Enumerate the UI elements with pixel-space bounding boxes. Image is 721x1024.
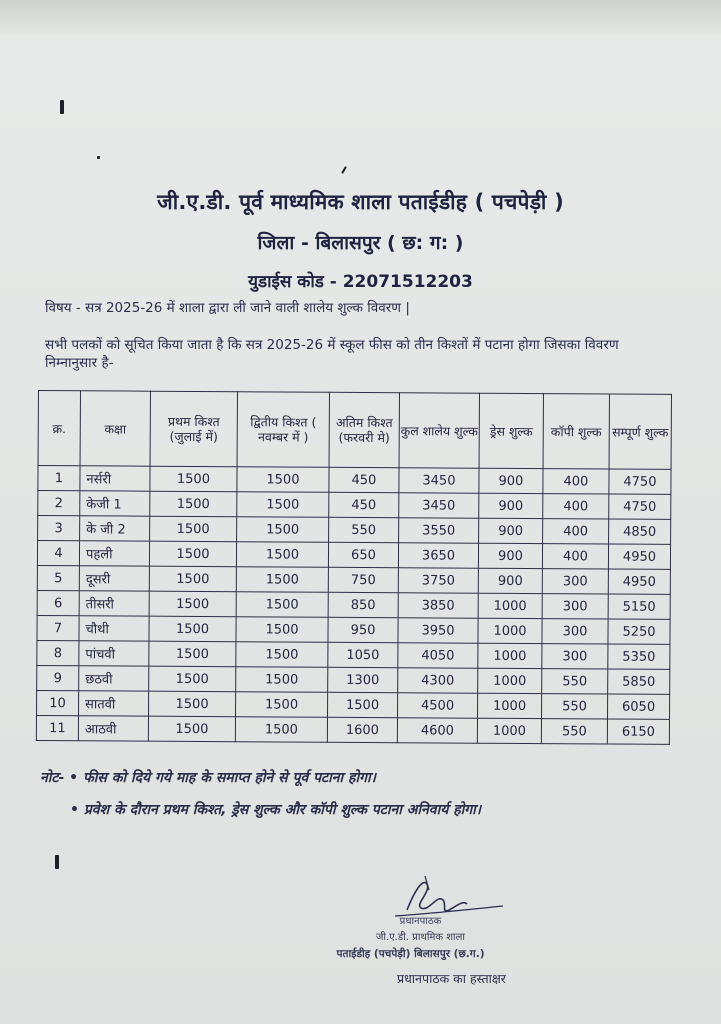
header-first-installment: प्रथम किश्त (जुलाई में) xyxy=(150,391,237,467)
cell-last-installment: 650 xyxy=(328,542,398,567)
cell-total-school-fee: 3550 xyxy=(399,518,479,543)
table-row xyxy=(38,516,671,545)
cell-second-installment: 1500 xyxy=(237,467,329,493)
cell-second-installment: 1500 xyxy=(237,517,329,543)
cell-serial: 7 xyxy=(37,615,79,640)
cell-dress-fee: 1000 xyxy=(477,718,541,743)
cell-second-installment: 1500 xyxy=(236,592,328,618)
note-line-2: • प्रवेश के दौरान प्रथम किश्त, ड्रेस शुल्क और कॉपी शुल्क पटाना अनिवार्य होगा। xyxy=(70,802,482,818)
cell-last-installment: 450 xyxy=(329,492,399,517)
fee-table xyxy=(36,390,672,745)
cell-last-installment: 1050 xyxy=(328,642,398,667)
cell-second-installment: 1500 xyxy=(236,542,328,568)
cell-serial: 8 xyxy=(37,640,79,665)
cell-dress-fee: 900 xyxy=(479,518,543,543)
cell-grand-total: 4950 xyxy=(608,544,670,569)
cell-grand-total: 4950 xyxy=(608,569,670,594)
table-row xyxy=(37,615,670,644)
cell-first-installment: 1500 xyxy=(149,691,236,717)
table-row xyxy=(37,541,670,570)
cell-class: पांचवी xyxy=(79,641,149,666)
cell-first-installment: 1500 xyxy=(149,541,236,567)
cell-second-installment: 1500 xyxy=(236,667,328,693)
cell-second-installment: 1500 xyxy=(237,492,329,518)
ink-speck xyxy=(341,166,347,174)
cell-last-installment: 450 xyxy=(329,467,399,492)
table-row xyxy=(37,590,670,619)
cell-total-school-fee: 3650 xyxy=(398,543,478,568)
cell-total-school-fee: 4600 xyxy=(397,718,477,743)
cell-serial: 4 xyxy=(37,541,79,566)
cell-total-school-fee: 4500 xyxy=(398,693,478,718)
cell-serial: 1 xyxy=(38,466,80,491)
cell-last-installment: 950 xyxy=(328,617,398,642)
cell-total-school-fee: 3750 xyxy=(398,568,478,593)
cell-first-installment: 1500 xyxy=(148,716,235,742)
cell-copy-fee: 550 xyxy=(542,669,608,694)
district-heading: जिला - बिलासपुर ( छ: ग: ) xyxy=(257,232,464,254)
cell-serial: 5 xyxy=(37,565,79,590)
cell-first-installment: 1500 xyxy=(149,666,236,692)
table-row xyxy=(37,665,670,694)
cell-dress-fee: 900 xyxy=(478,543,542,568)
cell-serial: 9 xyxy=(37,665,79,690)
header-last-installment: अतिम किश्त (फरवरी मे) xyxy=(329,392,399,467)
cell-copy-fee: 300 xyxy=(542,619,608,644)
stamp-line-1: प्रधानपाठक xyxy=(399,916,442,927)
cell-grand-total: 5150 xyxy=(608,594,670,619)
subject-line: विषय - सत्र 2025-26 में शाला द्वारा ली जाने वाली शालेय शुल्क विवरण | xyxy=(45,300,410,316)
header-grand-total: सम्पूर्ण शुल्क xyxy=(609,394,671,469)
cell-first-installment: 1500 xyxy=(149,616,236,642)
cell-serial: 2 xyxy=(38,491,80,516)
table-row xyxy=(37,690,670,719)
cell-dress-fee: 1000 xyxy=(478,593,542,618)
cell-dress-fee: 1000 xyxy=(478,668,542,693)
cell-total-school-fee: 3850 xyxy=(398,593,478,618)
cell-serial: 3 xyxy=(38,516,80,541)
cell-class: के जी 2 xyxy=(80,516,150,541)
cell-class: चौथी xyxy=(79,616,149,641)
cell-grand-total: 4750 xyxy=(609,494,671,519)
cell-class: दूसरी xyxy=(79,566,149,591)
cell-class: आठवी xyxy=(78,716,148,741)
cell-first-installment: 1500 xyxy=(150,466,237,492)
stamp-line-3: पताईडीह (पचपेड़ी) बिलासपुर (छ.ग.) xyxy=(336,948,485,960)
table-row xyxy=(36,715,669,744)
header-dress-fee: ड्रेस शुल्क xyxy=(479,393,543,468)
cell-last-installment: 1500 xyxy=(328,692,398,717)
cell-class: पहली xyxy=(79,541,149,566)
table-row xyxy=(37,565,670,594)
ink-speck xyxy=(60,100,64,114)
cell-second-installment: 1500 xyxy=(236,642,328,668)
cell-last-installment: 550 xyxy=(329,517,399,542)
cell-grand-total: 4850 xyxy=(609,519,671,544)
cell-copy-fee: 400 xyxy=(542,544,608,569)
cell-class: छठवी xyxy=(79,666,149,691)
cell-grand-total: 4750 xyxy=(609,469,671,494)
cell-grand-total: 5850 xyxy=(608,669,670,694)
cell-class: नर्सरी xyxy=(80,466,150,491)
cell-copy-fee: 400 xyxy=(543,469,609,494)
cell-dress-fee: 900 xyxy=(479,468,543,493)
cell-copy-fee: 550 xyxy=(542,694,608,719)
header-class: कक्षा xyxy=(80,391,150,466)
cell-first-installment: 1500 xyxy=(149,591,236,617)
cell-last-installment: 750 xyxy=(328,567,398,592)
school-name-heading: जी.ए.डी. पूर्व माध्यमिक शाला पताईडीह ( पचपेड़ी ) xyxy=(157,190,564,214)
table-row xyxy=(37,640,670,669)
cell-copy-fee: 300 xyxy=(542,644,608,669)
cell-last-installment: 1300 xyxy=(328,667,398,692)
cell-first-installment: 1500 xyxy=(149,641,236,667)
cell-class: तीसरी xyxy=(79,591,149,616)
cell-total-school-fee: 4300 xyxy=(398,668,478,693)
note-line-1: नोट- • फीस को दिये गये माह के समाप्त होने से पूर्व पटाना होगा। xyxy=(40,770,376,786)
intro-paragraph: सभी पलकों को सूचित किया जाता है कि सत्र 2025-26 में स्कूल फीस को तीन किश्तों में पटाना होगा जिसका विवरण निम्नानुसार है- xyxy=(45,337,619,371)
cell-total-school-fee: 4050 xyxy=(398,643,478,668)
udise-code-heading: युडाईस कोड - 22071512203 xyxy=(248,272,473,292)
cell-copy-fee: 300 xyxy=(542,569,608,594)
cell-second-installment: 1500 xyxy=(235,717,327,743)
cell-grand-total: 5350 xyxy=(608,644,670,669)
cell-grand-total: 6150 xyxy=(607,719,669,744)
cell-total-school-fee: 3450 xyxy=(399,493,479,518)
cell-copy-fee: 550 xyxy=(541,719,607,744)
cell-dress-fee: 1000 xyxy=(478,693,542,718)
cell-last-installment: 1600 xyxy=(327,717,397,742)
cell-second-installment: 1500 xyxy=(236,567,328,593)
cell-copy-fee: 400 xyxy=(543,494,609,519)
header-total-school-fee: कुल शालेय शुल्क xyxy=(399,393,479,468)
cell-second-installment: 1500 xyxy=(236,692,328,718)
cell-first-installment: 1500 xyxy=(149,566,236,592)
table-row xyxy=(38,491,671,520)
cell-copy-fee: 300 xyxy=(542,594,608,619)
cell-serial: 10 xyxy=(37,690,79,715)
signature-caption: प्रधानपाठक का हस्ताक्षर xyxy=(397,971,506,986)
table-row xyxy=(38,466,671,495)
cell-first-installment: 1500 xyxy=(150,491,237,517)
cell-total-school-fee: 3950 xyxy=(398,618,478,643)
cell-second-installment: 1500 xyxy=(236,617,328,643)
cell-last-installment: 850 xyxy=(328,592,398,617)
header-serial: क्र. xyxy=(38,391,80,466)
stamp-line-2: जी.ए.डी. प्राथमिक शाला xyxy=(375,932,466,943)
ink-speck xyxy=(97,156,100,159)
cell-dress-fee: 1000 xyxy=(478,643,542,668)
cell-dress-fee: 1000 xyxy=(478,618,542,643)
header-second-installment: द्वितीय किश्त ( नवम्बर में ) xyxy=(237,392,329,468)
cell-grand-total: 6050 xyxy=(608,694,670,719)
cell-grand-total: 5250 xyxy=(608,619,670,644)
table-header-row xyxy=(38,391,671,470)
header-copy-fee: कॉपी शुल्क xyxy=(543,394,609,469)
cell-serial: 6 xyxy=(37,590,79,615)
cell-dress-fee: 900 xyxy=(478,568,542,593)
cell-first-installment: 1500 xyxy=(150,516,237,542)
paper-top-edge xyxy=(0,0,721,36)
cell-total-school-fee: 3450 xyxy=(399,468,479,493)
cell-dress-fee: 900 xyxy=(479,493,543,518)
cell-class: सातवी xyxy=(79,691,149,716)
cell-copy-fee: 400 xyxy=(543,519,609,544)
cell-class: केजी 1 xyxy=(80,491,150,516)
cell-serial: 11 xyxy=(36,715,78,740)
ink-speck xyxy=(55,855,59,869)
